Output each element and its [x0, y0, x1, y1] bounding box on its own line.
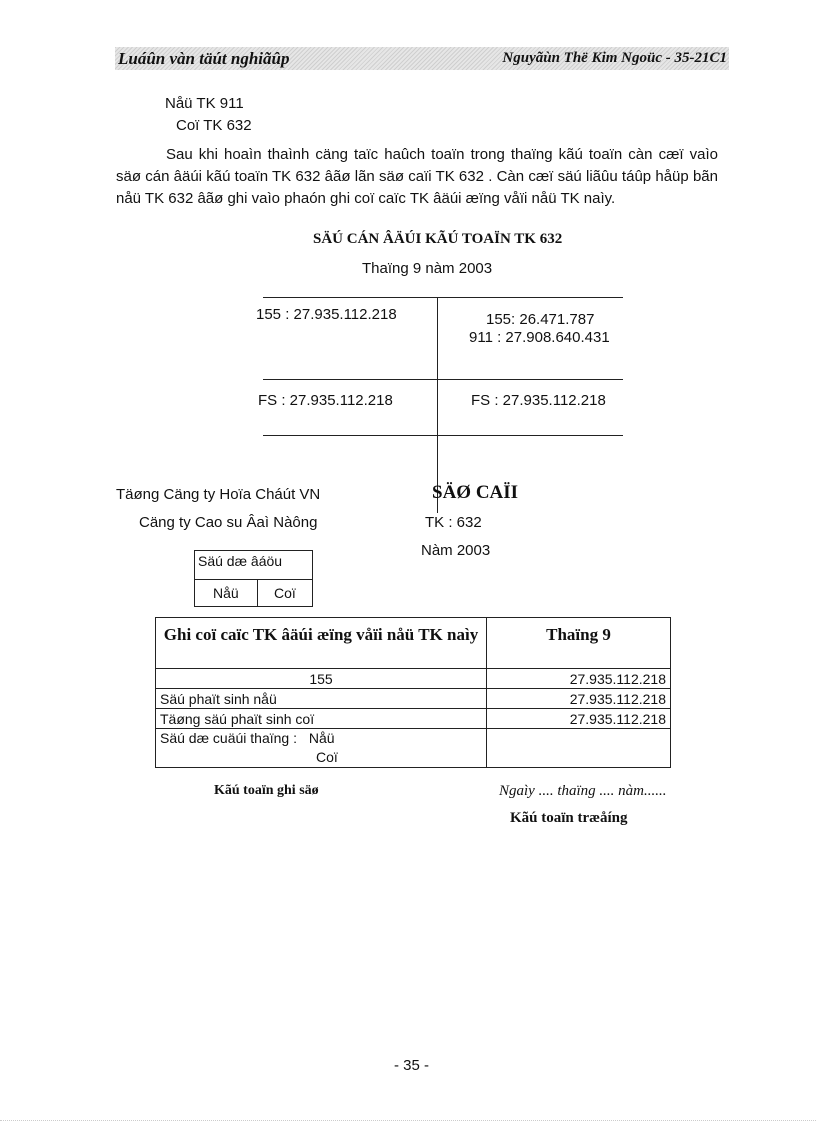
signature-chief-accountant: Kãú toaïn træåíng	[510, 810, 628, 826]
table-row	[156, 709, 671, 729]
ledger-col-header-month: Thaïng 9	[487, 618, 671, 669]
ledger-account: TK : 632	[425, 514, 482, 531]
header-author: Nguyãùn Thë Kim Ngoüc - 35-21C1	[502, 50, 727, 66]
row-value: 27.935.112.218	[487, 709, 671, 729]
table-row	[156, 729, 671, 768]
row-label: Täøng säú phaït sinh coï	[156, 709, 487, 729]
tchart-subtitle: Thaïng 9 nàm 2003	[362, 260, 493, 277]
row-value: 27.935.112.218	[487, 669, 671, 689]
ledger-title: SÄØ CAÏI	[432, 482, 519, 503]
tchart-credit-total: FS : 27.935.112.218	[471, 392, 606, 409]
row-value: 27.935.112.218	[487, 689, 671, 709]
closing-credit-label: Coï	[316, 749, 338, 765]
tchart-vertical-line	[437, 297, 438, 513]
tchart-title: SÄÚ CÁN ÂÄÚI KÃÚ TOAÏN TK 632	[313, 231, 563, 247]
opening-balance-box	[194, 550, 313, 607]
tchart-mid-line	[263, 379, 623, 380]
opening-balance-label: Säú dæ âáöu	[195, 551, 313, 580]
opening-credit-label: Coï	[257, 580, 312, 607]
tchart-credit-entry-1: 155: 26.471.787	[486, 311, 595, 328]
signature-date: Ngaìy .... thaïng .... nàm......	[499, 783, 667, 799]
page-bottom-divider	[0, 1120, 816, 1121]
company-name: Cäng ty Cao su Âaì Nàông	[139, 514, 318, 531]
body-paragraph: Sau khi hoaìn thaình cäng taïc haûch toaïn trong thaïng kãú toaïn càn cæï vaìo säø cán âäúi kãú toaïn TK 632 âãø lãn säø caïi TK 632 . Càn cæï säú liãûu táûp håüp bãn nåü TK 632 âãø ghi vaìo phaón ghi coï caïc TK âäúi æïng våïi nåü TK naìy.	[116, 146, 718, 207]
closing-debit-label: Nåü	[308, 730, 335, 746]
page-number: - 35 -	[394, 1057, 430, 1074]
page-header	[115, 47, 729, 70]
ledger-table	[155, 617, 671, 768]
tchart-bottom-line	[263, 435, 623, 436]
closing-balance-value	[487, 729, 671, 768]
opening-debit-label: Nåü	[195, 580, 258, 607]
tchart-debit-entry: 155 : 27.935.112.218	[256, 306, 397, 323]
row-label: Säú phaït sinh nåü	[156, 689, 487, 709]
closing-balance-label: Säú dæ cuäúi thaïng :	[160, 730, 297, 746]
entry-debit: Nåü TK 911	[165, 95, 244, 112]
ledger-year: Nàm 2003	[421, 542, 491, 559]
closing-balance-cell	[156, 729, 487, 768]
entry-credit: Coï TK 632	[176, 117, 252, 134]
tchart-top-line	[263, 297, 623, 298]
header-thesis-title: Luáûn vàn täút nghiãûp	[118, 49, 290, 68]
table-row	[156, 689, 671, 709]
row-label: 155	[156, 669, 487, 689]
signature-bookkeeper: Kãú toaïn ghi säø	[214, 783, 319, 798]
ledger-col-header-accounts: Ghi coï caïc TK âäúi æïng våïi nåü TK naìy	[156, 618, 487, 669]
tchart-credit-entry-2: 911 : 27.908.640.431	[469, 329, 610, 346]
tchart-debit-total: FS : 27.935.112.218	[258, 392, 393, 409]
company-parent: Täøng Cäng ty Hoïa Cháút VN	[116, 486, 321, 503]
table-row	[156, 669, 671, 689]
